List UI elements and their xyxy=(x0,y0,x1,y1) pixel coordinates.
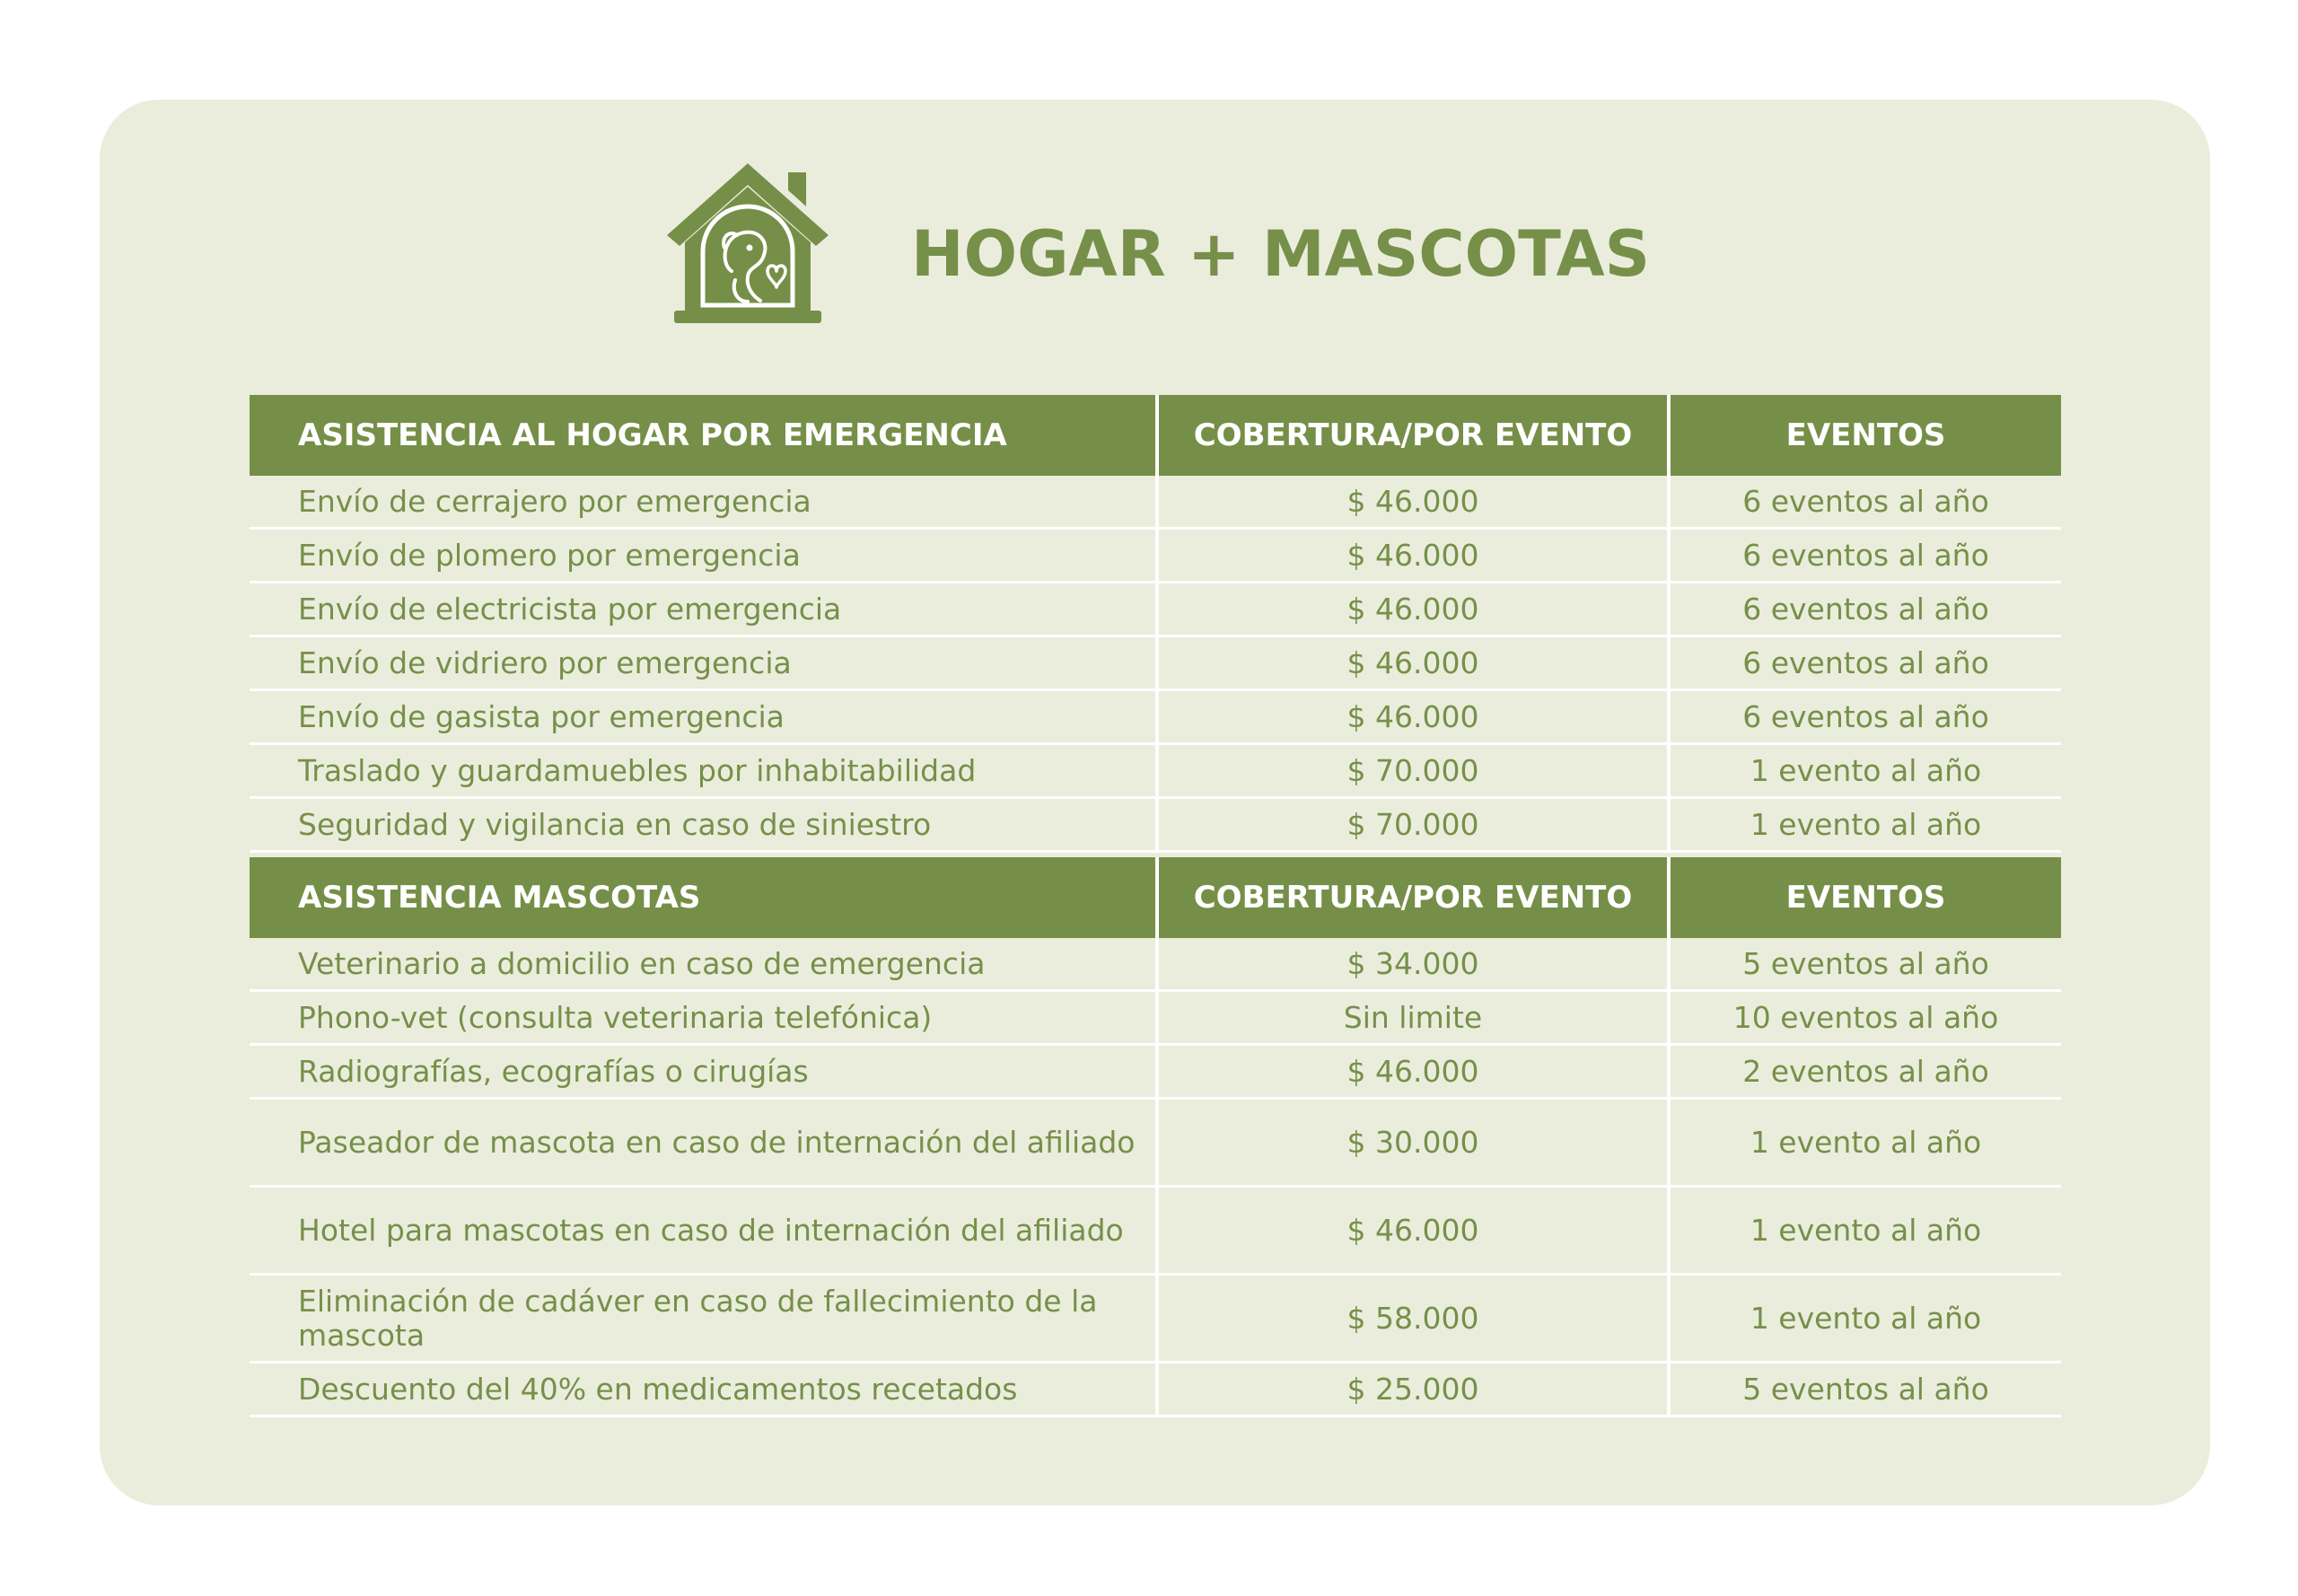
events-cell: 6 eventos al año xyxy=(1669,690,2061,744)
service-cell: Envío de cerrajero por emergencia xyxy=(250,476,1157,529)
table-row xyxy=(250,1099,2061,1187)
service-cell: Traslado y guardamuebles por inhabitabilidad xyxy=(250,744,1157,798)
coverage-cell: $ 46.000 xyxy=(1157,690,1669,744)
table-row xyxy=(250,476,2061,529)
table-row xyxy=(250,744,2061,798)
coverage-cell: $ 46.000 xyxy=(1157,636,1669,690)
coverage-cell: $ 34.000 xyxy=(1157,938,1669,991)
events-cell: 10 eventos al año xyxy=(1669,991,2061,1045)
column-header-coverage: COBERTURA/POR EVENTO xyxy=(1157,395,1669,476)
service-cell: Phono-vet (consulta veterinaria telefónica) xyxy=(250,991,1157,1045)
house-with-pet-icon xyxy=(667,162,829,326)
coverage-cell: $ 30.000 xyxy=(1157,1099,1669,1187)
page-title: HOGAR + MASCOTAS xyxy=(911,217,1651,291)
pet-assistance-table xyxy=(250,857,2061,1417)
table-row xyxy=(250,1187,2061,1275)
events-cell: 2 eventos al año xyxy=(1669,1045,2061,1099)
events-cell: 6 eventos al año xyxy=(1669,529,2061,583)
events-cell: 6 eventos al año xyxy=(1669,476,2061,529)
coverage-cell: $ 46.000 xyxy=(1157,529,1669,583)
service-cell: Envío de vidriero por emergencia xyxy=(250,636,1157,690)
coverage-cell: $ 25.000 xyxy=(1157,1363,1669,1416)
column-header-service: ASISTENCIA AL HOGAR POR EMERGENCIA xyxy=(250,395,1157,476)
coverage-cell: $ 46.000 xyxy=(1157,1045,1669,1099)
table-row xyxy=(250,938,2061,991)
events-cell: 1 evento al año xyxy=(1669,1099,2061,1187)
service-cell: Radiografías, ecografías o cirugías xyxy=(250,1045,1157,1099)
home-assistance-table xyxy=(250,395,2061,853)
coverage-cell: $ 70.000 xyxy=(1157,798,1669,852)
coverage-cell: Sin limite xyxy=(1157,991,1669,1045)
service-cell: Envío de electricista por emergencia xyxy=(250,583,1157,636)
coverage-cell: $ 46.000 xyxy=(1157,1187,1669,1275)
events-cell: 6 eventos al año xyxy=(1669,636,2061,690)
column-header-events: EVENTOS xyxy=(1669,395,2061,476)
events-cell: 1 evento al año xyxy=(1669,1275,2061,1363)
service-cell: Paseador de mascota en caso de internación del afiliado xyxy=(250,1099,1157,1187)
table-row xyxy=(250,529,2061,583)
table-header-row xyxy=(250,857,2061,938)
service-cell: Descuento del 40% en medicamentos recetados xyxy=(250,1363,1157,1416)
table-row xyxy=(250,1363,2061,1416)
table-row xyxy=(250,1275,2061,1363)
events-cell: 6 eventos al año xyxy=(1669,583,2061,636)
table-header-row xyxy=(250,395,2061,476)
table-row xyxy=(250,1045,2061,1099)
events-cell: 5 eventos al año xyxy=(1669,1363,2061,1416)
service-cell: Veterinario a domicilio en caso de emergencia xyxy=(250,938,1157,991)
table-row xyxy=(250,991,2061,1045)
column-header-coverage: COBERTURA/POR EVENTO xyxy=(1157,857,1669,938)
service-cell: Envío de gasista por emergencia xyxy=(250,690,1157,744)
service-cell: Envío de plomero por emergencia xyxy=(250,529,1157,583)
coverage-cell: $ 46.000 xyxy=(1157,583,1669,636)
table-row xyxy=(250,690,2061,744)
table-row xyxy=(250,583,2061,636)
coverage-cell: $ 58.000 xyxy=(1157,1275,1669,1363)
coverage-cell: $ 70.000 xyxy=(1157,744,1669,798)
service-cell: Hotel para mascotas en caso de internación del afiliado xyxy=(250,1187,1157,1275)
events-cell: 1 evento al año xyxy=(1669,1187,2061,1275)
events-cell: 1 evento al año xyxy=(1669,744,2061,798)
events-cell: 1 evento al año xyxy=(1669,798,2061,852)
column-header-service: ASISTENCIA MASCOTAS xyxy=(250,857,1157,938)
service-cell: Seguridad y vigilancia en caso de siniestro xyxy=(250,798,1157,852)
table-row xyxy=(250,636,2061,690)
column-header-events: EVENTOS xyxy=(1669,857,2061,938)
events-cell: 5 eventos al año xyxy=(1669,938,2061,991)
coverage-cell: $ 46.000 xyxy=(1157,476,1669,529)
table-row xyxy=(250,798,2061,852)
service-cell: Eliminación de cadáver en caso de fallecimiento de la mascota xyxy=(250,1275,1157,1363)
